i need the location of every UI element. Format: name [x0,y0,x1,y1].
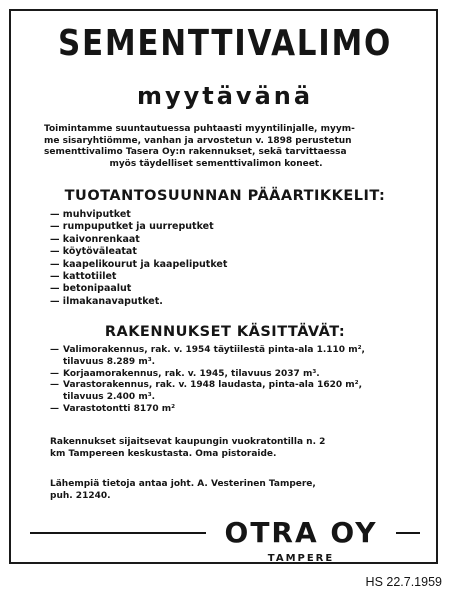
list-item: — Varastorakennus, rak. v. 1948 laudasta, pinta-ala 1620 m², tilavuus 2.400 m³. [50,380,390,404]
list-item: — rumpuputket ja uurreputket [50,221,214,233]
company-logo [0,518,450,548]
list-item: — ilmakanavaputket. [50,295,163,307]
company-city: TAMPERE [267,553,335,564]
ad-intro-paragraph [44,124,388,170]
location-line: Rakennukset sijaitsevat kaupungin vuokratontilla n. 2 [50,437,326,447]
intro-line: myös täydelliset sementtivalimon koneet. [109,158,323,169]
list-item: — Korjaamorakennus, rak. v. 1945, tilavuus 2037 m³. [50,369,390,381]
buildings-title: RAKENNUKSET KÄSITTÄVÄT: [104,324,346,340]
list-item: — kattotiilet [50,271,117,283]
list-item: — betonipaalut [50,283,132,295]
source-caption: HS 22.7.1959 [365,575,442,589]
intro-line: sementtivalimo Tasera Oy:n rakennukset, sekä tarvittaessa [44,147,347,157]
building-text: Korjaamorakennus, rak. v. 1945, tilavuus 2037 m³. [63,368,320,379]
list-item: — kaapelikourut ja kaapeliputket [50,258,228,270]
building-text: Varastotontti 8170 m² [63,403,176,414]
list-item: — kaivonrenkaat [50,233,140,245]
contact-paragraph [50,479,390,503]
list-item: — Varastotontti 8170 m² [50,404,390,416]
location-line: km Tampereen keskustasta. Oma pistoraide. [50,448,277,459]
intro-line: Toimintamme suuntautuessa puhtaasti myyntilinjalle, myym- [44,124,355,134]
logo-rule [30,532,206,534]
products-title: TUOTANTOSUUNNAN PÄÄARTIKKELIT: [64,188,386,204]
contact-line: Lähempiä tietoja antaa joht. A. Vesterinen Tampere, [50,479,316,489]
products-list [50,209,390,308]
list-item: — köytöväleatat [50,246,137,258]
list-item: — Valimorakennus, rak. v. 1954 täytiilestä pinta-ala 1.110 m², tilavuus 8.289 m³. [50,345,390,369]
building-text: Varastorakennus, rak. v. 1948 laudasta, pinta-ala 1620 m², tilavuus 2.400 m³. [63,380,363,403]
list-item: — muhviputket [50,209,131,220]
location-paragraph [50,437,390,461]
ad-subheadline: myytävänä [136,82,314,110]
logo-rule [396,532,420,534]
intro-line: me sisaryhtiömme, vanhan ja arvostetun v. 1898 perustetun [44,135,352,146]
ad-headline: SEMENTTIVALIMO [57,23,393,64]
building-text: Valimorakennus, rak. v. 1954 täytiilestä pinta-ala 1.110 m², tilavuus 8.289 m³. [63,345,365,367]
logo-text: OTRA OY [224,516,378,549]
buildings-list [50,345,390,416]
contact-line: puh. 21240. [50,490,111,501]
